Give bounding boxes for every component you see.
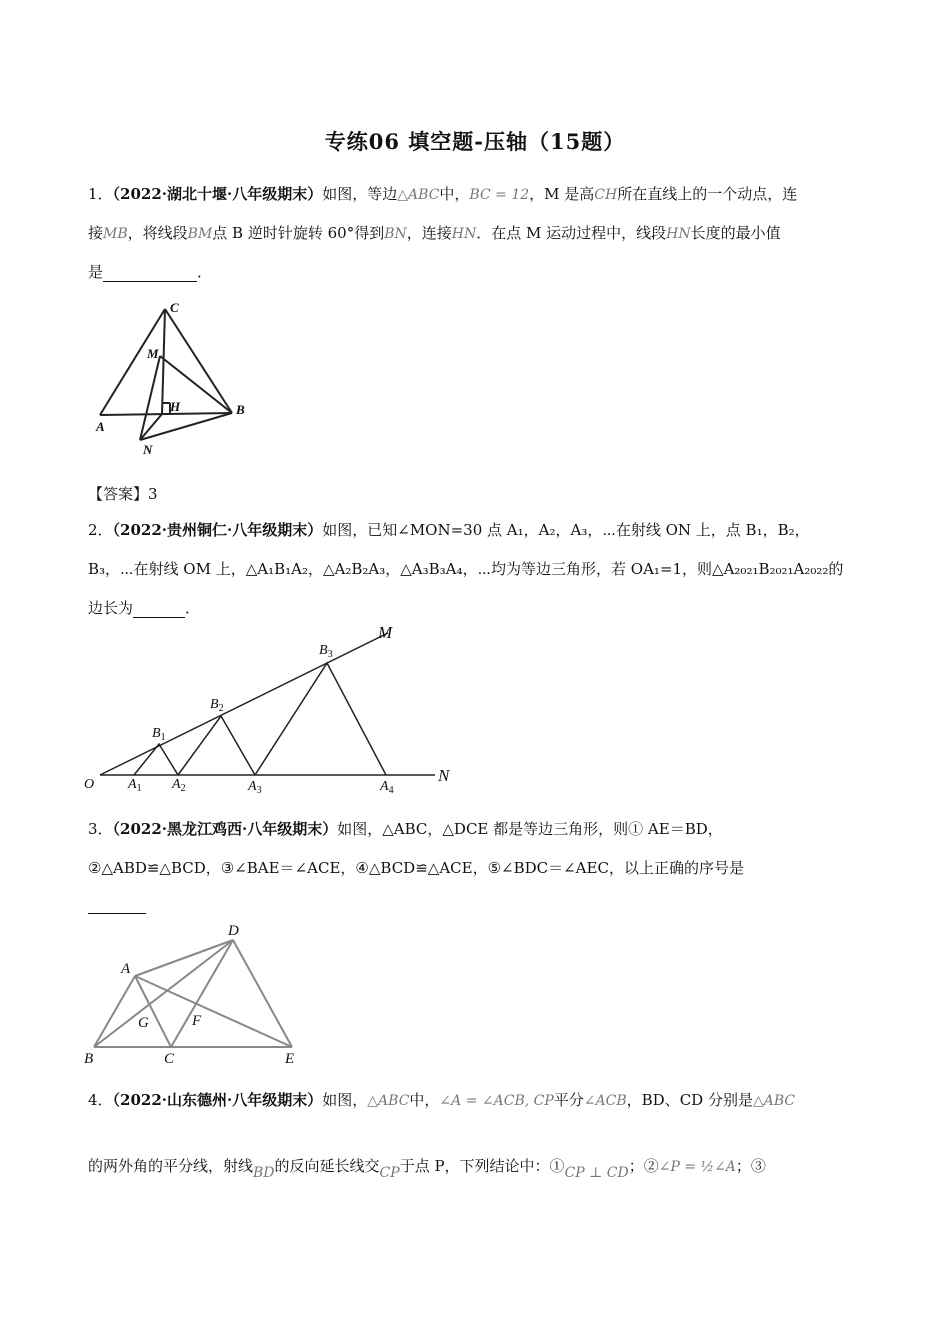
q1-math-ch: CH — [594, 187, 618, 203]
q1-math-bn: BN — [384, 226, 407, 242]
answer-blank[interactable] — [133, 603, 185, 618]
q4-number: 4． — [88, 1091, 113, 1109]
q1-text: ． — [197, 263, 213, 281]
q3-label-a: A — [121, 961, 131, 977]
q1-math-abc: △ABC — [397, 187, 440, 203]
q1-text: 点 B 逆时针旋转 60°得到 — [212, 224, 385, 242]
q4-text: 的反向延长线交 — [274, 1157, 380, 1175]
q2-label-o: O — [84, 777, 95, 792]
q1-figure — [90, 300, 270, 460]
q1-label-a: A — [96, 419, 105, 434]
q3-label-f: F — [192, 1013, 202, 1029]
q4-text: 中， — [409, 1091, 440, 1109]
q4-source: （2022·山东德州·八年级期末） — [112, 1091, 323, 1109]
q1-text: 长度的最小值 — [690, 224, 781, 242]
q2-label-a2: $A_2$ — [172, 777, 186, 794]
q1-text: ，连接 — [406, 224, 452, 242]
q2-text: 边长为 — [88, 599, 134, 617]
q3-label-g: G — [138, 1015, 149, 1031]
q3-label-b: B — [84, 1051, 94, 1067]
q3-label-d: D — [228, 923, 239, 939]
q1-line2 — [88, 222, 781, 243]
q2-line2: B₃，⋯在射线 OM 上，△A₁B₁A₂，△A₂B₂A₃，△A₃B₃A₄，⋯均为等边三角形，若 OA₁=1，则△A₂₀₂₁B₂₀₂₁A₂₀₂₂的 — [88, 560, 844, 578]
q1-label-c: C — [170, 300, 179, 315]
q2-figure — [80, 620, 460, 800]
q3-text: 如图，△ABC，△DCE 都是等边三角形，则① AE＝BD， — [337, 820, 723, 838]
q3-line3 — [88, 896, 146, 914]
q3-number: 3． — [88, 820, 113, 838]
answer-blank[interactable] — [103, 267, 197, 282]
q2-source: （2022·贵州铜仁·八年级期末） — [112, 521, 323, 539]
q1-answer: 【答案】3 — [88, 485, 158, 503]
q4-text: 平分 — [553, 1091, 584, 1109]
q4-text: 如图， — [322, 1091, 368, 1109]
q4-text: ；② — [628, 1157, 659, 1175]
q4-math-acb: ∠ACB — [583, 1093, 627, 1109]
q3-figure — [80, 915, 330, 1075]
q4-math-abc: △ABC — [367, 1093, 410, 1109]
q4-line1 — [88, 1089, 795, 1110]
page-title: 专练06 填空题-压轴（15题） — [324, 129, 626, 154]
q4-text: 的两外角的平分线，射线 — [88, 1157, 254, 1175]
q1-text: 接 — [88, 224, 104, 242]
q2-number: 2． — [88, 521, 113, 539]
q1-math-hn: HN — [666, 226, 691, 242]
q1-text: 中， — [439, 185, 470, 203]
q2-label-a4: $A_4$ — [380, 779, 394, 796]
q3-label-c: C — [164, 1051, 175, 1067]
q1-source: （2022·湖北十堰·八年级期末） — [112, 185, 323, 203]
q1-math-mb: MB — [103, 226, 128, 242]
q1-label-h: H — [170, 399, 181, 414]
q4-math-angle: ∠A = ∠ACB, CP — [439, 1093, 554, 1109]
q1-text: 所在直线上的一个动点，连 — [617, 185, 798, 203]
q4-text: ，BD、CD 分别是 — [626, 1091, 753, 1109]
q1-label-n: N — [143, 442, 153, 457]
q1-math-bm: BM — [187, 226, 213, 242]
q1-math-hn: HN — [451, 226, 477, 242]
q4-math-abc: △ABC — [752, 1093, 796, 1109]
q4-text: ；③ — [735, 1157, 766, 1175]
q4-text: 于点 P，下列结论中：① — [399, 1157, 565, 1175]
q1-text: ，将线段 — [127, 224, 188, 242]
q1-number: 1． — [88, 185, 113, 203]
q1-math-bc: BC = 12 — [469, 187, 530, 203]
q3-line1 — [88, 818, 723, 839]
q4-line2 — [88, 1155, 766, 1181]
q2-label-b2: $B_2$ — [210, 697, 224, 714]
q2-text: 如图，已知∠MON=30 点 A₁，A₂，A₃，⋯在射线 ON 上，点 B₁，B₂， — [322, 521, 810, 539]
q2-label-m: M — [378, 623, 393, 642]
q4-math-perp: CP ⊥ CD — [564, 1165, 629, 1181]
q2-label-b3: $B_3$ — [319, 643, 333, 660]
answer-blank[interactable] — [88, 899, 146, 914]
q3-source: （2022·黑龙江鸡西·八年级期末） — [112, 820, 338, 838]
q3-label-e: E — [285, 1051, 295, 1067]
q2-text: ． — [185, 599, 201, 617]
q1-line3 — [88, 261, 212, 282]
q3-line2: ②△ABD≌△BCD，③∠BAE＝∠ACE，④△BCD≌△ACE，⑤∠BDC＝∠AEC，以上正确的序号是 — [88, 859, 744, 877]
q1-text: 是 — [88, 263, 104, 281]
q1-label-b: B — [236, 402, 245, 417]
q2-line3 — [88, 597, 200, 618]
q1-line1 — [88, 183, 797, 204]
q4-math-bd: BD — [253, 1165, 275, 1181]
q4-math-p: ∠P = ½∠A — [658, 1159, 736, 1175]
q2-label-n: N — [438, 766, 450, 785]
q1-text: 如图，等边 — [322, 185, 398, 203]
q2-line1 — [88, 519, 810, 540]
q4-math-cp: CP — [379, 1165, 400, 1181]
q2-label-a1: $A_1$ — [128, 777, 142, 794]
q2-label-b1: $B_1$ — [152, 726, 166, 743]
q1-text: ，M 是高 — [529, 185, 595, 203]
q2-label-a3: $A_3$ — [248, 779, 262, 796]
q1-text: ．在点 M 运动过程中，线段 — [476, 224, 667, 242]
q1-label-m: M — [147, 346, 159, 361]
